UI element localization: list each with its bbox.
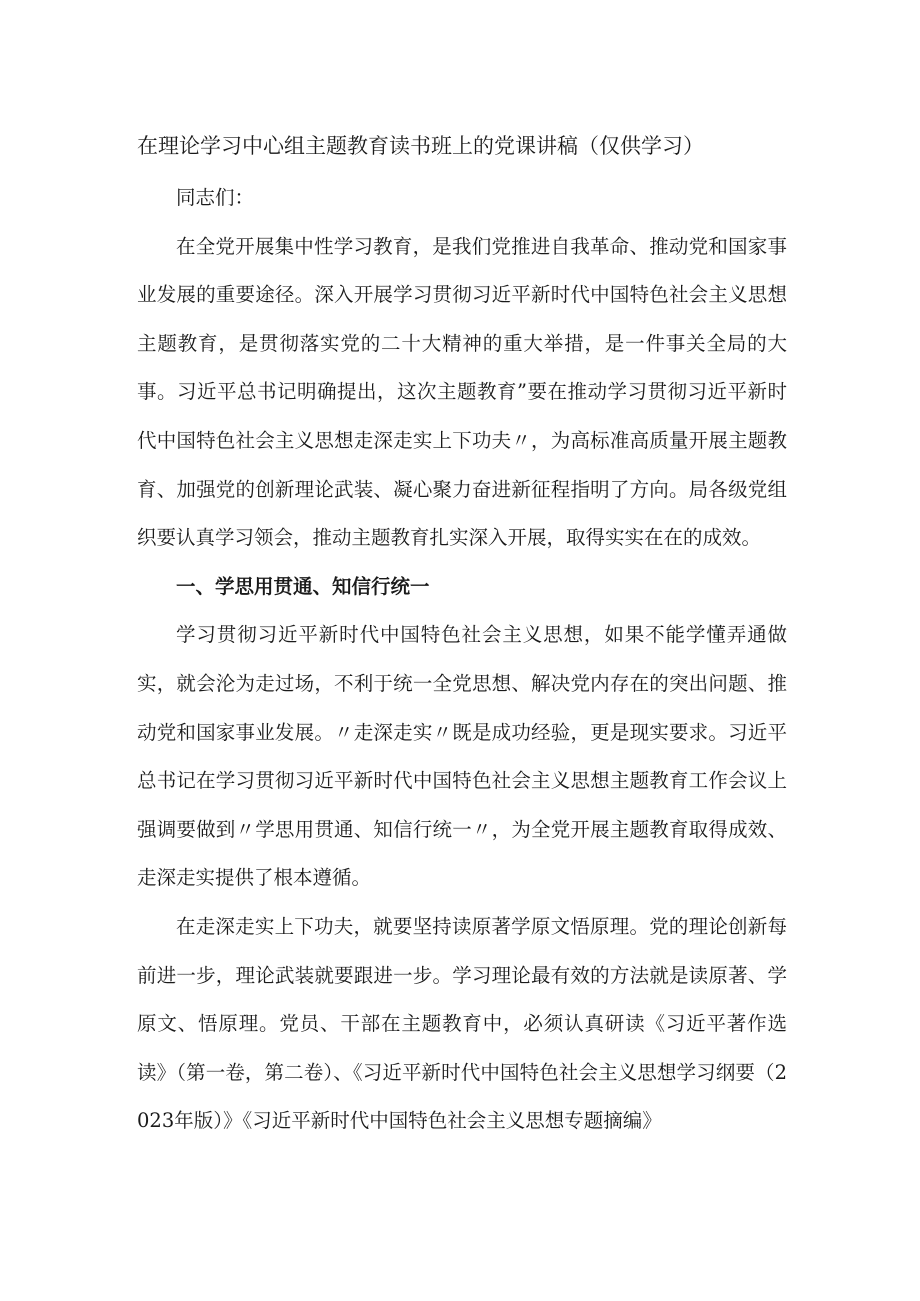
document-title: 在理论学习中心组主题教育读书班上的党课讲稿（仅供学习） [137,134,704,158]
salutation: 同志们： [176,186,255,209]
body-paragraph: 在走深走实上下功夫，就要坚持读原著学原文悟原理。党的理论创新每前进一步，理论武装就要跟进一步。学习理论最有效的方法就是读原著、学原文、悟原理。党员、干部在主题教育中，必须认真研读《习近平著作选读》（第一卷，第二卷）、《习近平新时代中国特色社会主义思想学习纲要（2023年版）》《习近平新时代中国特色社会主义思想专题摘编》 [137,914,787,1133]
intro-paragraph: 在全党开展集中性学习教育，是我们党推进自我革命、推动党和国家事业发展的重要途径。深入开展学习贯彻习近平新时代中国特色社会主义思想主题教育，是贯彻落实党的二十大精神的重大举措，是一件事关全局的大事。习近平总书记明确提出，这次主题教育”要在推动学习贯彻习近平新时代中国特色社会主义思想走深走实上下功夫〃，为高标准高质量开展主题教育、加强党的创新理论武装、凝心聚力奋进新征程指明了方向。局各级党组织要认真学习领会，推动主题教育扎实深入开展，取得实实在在的成效。 [137,234,787,550]
section-heading: 一、学思用贯通、知信行统一 [176,574,430,598]
document-body [137,174,787,1146]
body-paragraph: 学习贯彻习近平新时代中国特色社会主义思想，如果不能学懂弄通做实，就会沦为走过场，不利于统一全党思想、解决党内存在的突出问题、推动党和国家事业发展。〃走深走实〃既是成功经验，更是现实要求。习近平总书记在学习贯彻习近平新时代中国特色社会主义思想主题教育工作会议上强调要做到〃学思用贯通、知信行统一〃，为全党开展主题教育取得成效、走深走实提供了根本遵循。 [137,623,787,890]
